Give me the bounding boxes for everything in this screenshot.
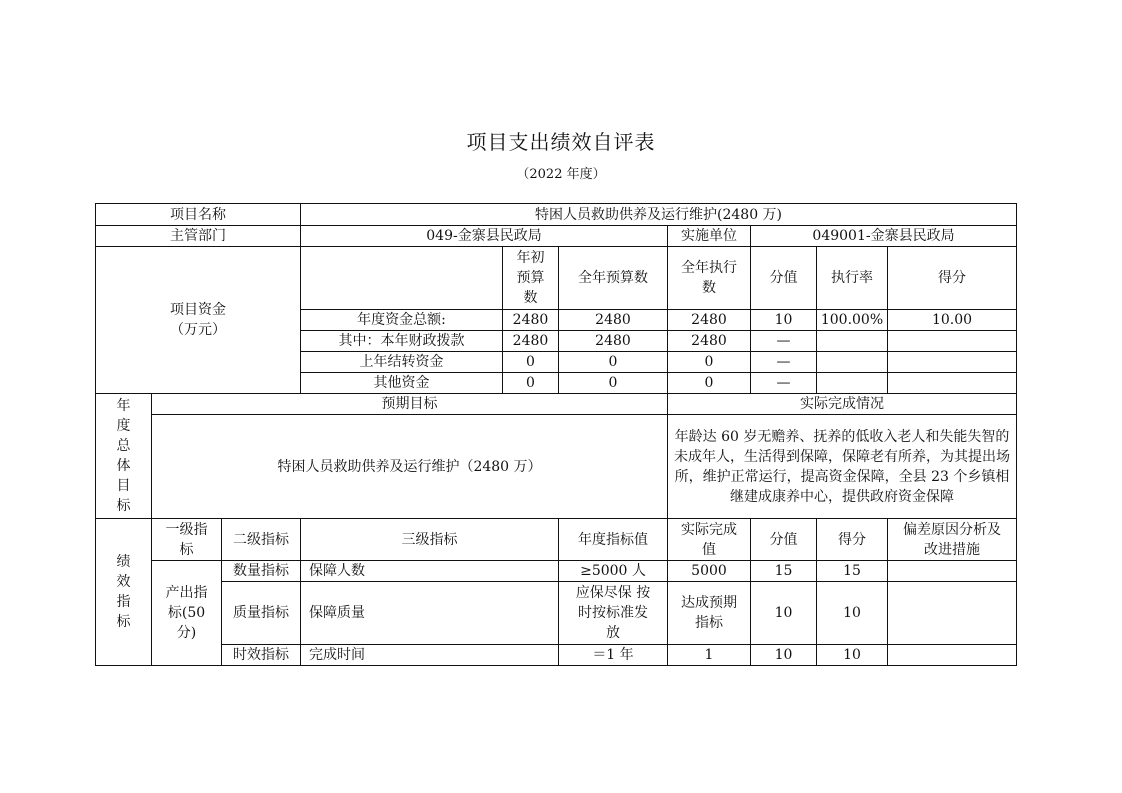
funds-label-line1: 项目资金: [170, 302, 226, 318]
indicator-row: [96, 561, 1017, 582]
header-actual-value-l1: 实际完成: [681, 521, 737, 538]
header-initial-budget: [503, 247, 559, 310]
impl-label: 实施单位: [668, 226, 751, 247]
indicator-annual: ＝1 年: [559, 645, 668, 666]
header-full-exec-l2: 数: [702, 280, 716, 296]
goals-label-char: 目: [116, 478, 131, 494]
funds-row-label: 上年结转资金: [301, 352, 503, 373]
indicator-value: 10: [751, 582, 817, 645]
funds-row-exec: 0: [668, 373, 751, 394]
dept-value: 049-金寨县民政局: [301, 226, 668, 247]
header-deviation-l2: 改进措施: [924, 541, 981, 558]
header-full-budget: 全年预算数: [559, 247, 668, 310]
page-subtitle: （2022 年度）: [516, 167, 606, 182]
header-annual-value: 年度指标值: [559, 519, 668, 561]
header-level1-l2: 标: [179, 541, 194, 558]
funds-row-value: —: [751, 352, 817, 373]
indicator-value: 10: [751, 645, 817, 666]
funds-row-full: 0: [559, 373, 668, 394]
header-level1: [152, 519, 222, 561]
goals-label-char: 总: [116, 438, 131, 454]
project-name-value: 特困人员救助供养及运行维护(2480 万): [301, 204, 1017, 226]
goals-section-label: [96, 394, 152, 519]
impl-value: 049001-金寨县民政局: [751, 226, 1017, 247]
dept-label: 主管部门: [96, 226, 301, 247]
funds-row-exec: 2480: [668, 310, 751, 331]
funds-label-line2: （万元）: [170, 322, 226, 338]
header-initial-budget-l3: 数: [523, 290, 538, 306]
indicators-label-char: 绩: [116, 554, 131, 570]
evaluation-table: [95, 203, 1017, 666]
indicator-annual-l3: 放: [606, 625, 620, 641]
row-funds-header: [96, 247, 1017, 310]
funds-row-value: —: [751, 373, 817, 394]
expected-goal-header: 预期目标: [152, 394, 668, 415]
funds-row-rate: [817, 352, 888, 373]
header-full-exec: [668, 247, 751, 310]
header-score: 得分: [888, 247, 1017, 310]
header-level3: 三级指标: [301, 519, 559, 561]
level1-output: [152, 561, 222, 666]
header-level1-l1: 一级指: [165, 521, 208, 538]
indicator-level3: 保障质量: [301, 582, 559, 645]
funds-row-score: [888, 373, 1017, 394]
funds-row-label: 其他资金: [301, 373, 503, 394]
project-name-label: 项目名称: [96, 204, 301, 226]
goals-label-char: 度: [116, 418, 131, 434]
indicator-deviation: [888, 645, 1017, 666]
actual-goal-text: 年龄达 60 岁无赡养、抚养的低收入老人和失能失智的未成年人，生活得到保障，保障老有所养，为其提出场所，维护正常运行，提高资金保障，全县 23 个乡镇相继建成康养中心，提供政府资金保障: [668, 415, 1017, 519]
funds-row-full: 2480: [559, 310, 668, 331]
funds-header-blank: [301, 247, 503, 310]
row-goals-content: [96, 415, 1017, 519]
row-indicator-header: [96, 519, 1017, 561]
indicator-level3: 保障人数: [301, 561, 559, 582]
funds-row-label: 其中：本年财政拨款: [301, 331, 503, 352]
indicator-score: 10: [817, 645, 888, 666]
level1-output-l1: 产出指: [165, 585, 208, 601]
funds-row-score: [888, 352, 1017, 373]
actual-goal-header: 实际完成情况: [668, 394, 1017, 415]
header-indicator-score-value: 分值: [751, 519, 817, 561]
indicators-label-char: 效: [116, 574, 131, 590]
funds-row-value: 10: [751, 310, 817, 331]
indicator-deviation: [888, 561, 1017, 582]
indicator-score: 15: [817, 561, 888, 582]
funds-row-value: —: [751, 331, 817, 352]
funds-row-rate: 100.00%: [817, 310, 888, 331]
indicator-value: 15: [751, 561, 817, 582]
funds-row-full: 0: [559, 352, 668, 373]
indicator-deviation: [888, 582, 1017, 645]
row-department: [96, 226, 1017, 247]
level1-output-l2: 标(50: [167, 605, 206, 621]
funds-row-exec: 0: [668, 352, 751, 373]
header-score-value: 分值: [751, 247, 817, 310]
funds-section-label: [96, 247, 301, 394]
header-initial-budget-l2: 预算: [516, 270, 545, 286]
funds-row-label: 年度资金总额:: [301, 310, 503, 331]
indicator-annual-l1: 应保尽保 按: [575, 585, 651, 601]
indicator-level2: 数量指标: [222, 561, 301, 582]
header-exec-rate: 执行率: [817, 247, 888, 310]
indicator-level2: 时效指标: [222, 645, 301, 666]
indicator-actual: [668, 582, 751, 645]
funds-row-exec: 2480: [668, 331, 751, 352]
funds-row-initial: 2480: [503, 331, 559, 352]
row-goals-header: [96, 394, 1017, 415]
funds-row-full: 2480: [559, 331, 668, 352]
header-indicator-score: 得分: [817, 519, 888, 561]
indicators-label-char: 标: [116, 614, 131, 630]
header-actual-value-l2: 值: [702, 541, 716, 558]
header-actual-value: [668, 519, 751, 561]
header-initial-budget-l1: 年初: [516, 250, 545, 266]
level1-output-l3: 分): [176, 625, 197, 641]
indicator-annual: [559, 582, 668, 645]
funds-row-initial: 0: [503, 373, 559, 394]
funds-row-rate: [817, 331, 888, 352]
funds-row-initial: 0: [503, 352, 559, 373]
indicator-row: [96, 582, 1017, 645]
indicators-label-char: 指: [116, 594, 131, 610]
indicator-actual-l1: 达成预期: [681, 595, 737, 611]
header-level2: 二级指标: [222, 519, 301, 561]
indicator-row: [96, 645, 1017, 666]
goals-label-char: 年: [116, 398, 131, 414]
funds-row-score: [888, 331, 1017, 352]
indicators-section-label: [96, 519, 152, 666]
expected-goal-text: 特困人员救助供养及运行维护（2480 万）: [152, 415, 668, 519]
goals-label-char: 标: [116, 498, 131, 514]
indicator-level3: 完成时间: [301, 645, 559, 666]
row-project-name: [96, 204, 1017, 226]
indicator-annual-l2: 时按标准发: [578, 605, 648, 621]
funds-row-rate: [817, 373, 888, 394]
indicator-actual: 1: [668, 645, 751, 666]
funds-row-score: 10.00: [888, 310, 1017, 331]
indicator-score: 10: [817, 582, 888, 645]
page-title: 项目支出绩效自评表: [466, 130, 656, 154]
indicator-actual-l2: 指标: [695, 615, 723, 631]
header-deviation-l1: 偏差原因分析及: [903, 521, 1002, 538]
header-deviation: [888, 519, 1017, 561]
funds-row-initial: 2480: [503, 310, 559, 331]
indicator-annual: ≥5000 人: [559, 561, 668, 582]
header-full-exec-l1: 全年执行: [681, 260, 737, 276]
indicator-level2: 质量指标: [222, 582, 301, 645]
indicator-actual: 5000: [668, 561, 751, 582]
goals-label-char: 体: [116, 458, 131, 474]
